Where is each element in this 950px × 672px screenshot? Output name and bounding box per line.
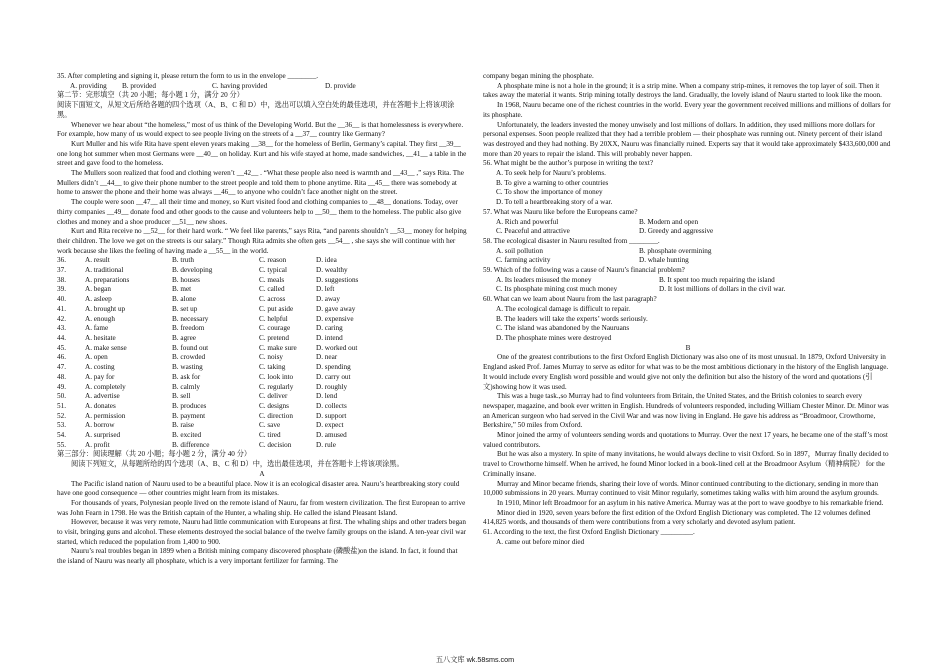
options-row: [57, 431, 467, 441]
option: C. The island was abandoned by the Nauruans: [496, 324, 630, 333]
option: A. enough: [85, 314, 115, 323]
options-row: [57, 412, 467, 422]
passage-b-paragraph: This was a huge task.,so Murray had to find volunteers from Britain, the United States, and the British colonies to search every newspaper, magazine, and book ever written in English. Hundreds of volunteers responded, including William Chester Minor. Dr. Minor was an American surgeon who had served in the Civil War and was now living in England. He gave his address as “Broadmoor, Crowthorne, Berkshire,” 50 miles from Oxford.: [483, 392, 889, 430]
option: C. pretend: [259, 333, 289, 342]
passage-a-paragraph: Nauru’s real troubles began in 1899 when a British mining company discovered phosphate (磷酸盐)on the island. In fact, it found that the island of Nauru was nearly all phosphate, which is a very important fertilizer for farming. The: [57, 547, 458, 566]
option: D. amused: [316, 431, 347, 440]
option: D. expensive: [316, 314, 354, 323]
passage-a-continuation: company began mining the phosphate.: [483, 72, 594, 80]
option: B. freedom: [172, 324, 205, 333]
question-number: 53.: [57, 421, 66, 430]
options-row: [57, 276, 467, 286]
option: C. called: [259, 285, 285, 294]
question-number: 40.: [57, 295, 66, 304]
option: D. expect: [316, 421, 344, 430]
cloze-paragraph: The Mullers soon realized that food and clothing weren’t __42__ . “What these people also need is warmth and __43__ ,” says Rita. The Mullers didn’t __44__ to give their phone number to the street people and told them to phone anytime. Rita __45__ there was somebody at home to answer the phone and their home was always __46__ to anyone who couldn’t face another night on the street.: [57, 169, 464, 197]
cloze-paragraph: Whenever we hear about “the homeless,” most of us think of the Developing World. But the __36__ is that homelessness is everywhere. For example, how many of us would expect to see people living on the streets of a __37__ country like Germany?: [57, 120, 464, 139]
passage-b-label: B: [685, 343, 691, 352]
passage-a-paragraph: Unfortunately, the leaders invested the money unwisely and lost millions of dollars. In addition, they used millions more dollars for personal expenses. Soon people realized that they had a terrible problem — their phosphate was running out. Ninety percent of their island was destroyed and they had nothing. By 20XX, Nauru was financially ruined. Experts say that it would take approximately $433,600,000 and more than 20 years to repair the island. This will probably never happen.: [483, 120, 891, 158]
option: C. decision: [259, 440, 292, 449]
option: B. truth: [172, 256, 194, 265]
options-row: [57, 324, 467, 334]
passage-a-paragraph: The Pacific island nation of Nauru used to be a beautiful place. Now it is an ecological disaster area. Nauru’s heartbreaking story could have one good consequence — other countries might learn from its mistakes.: [57, 479, 460, 498]
cloze-paragraph: The couple were soon __47__ all their time and money, so Kurt visited food and clothing companies to __48__ donations. Today, over thirty companies __49__ donate food and other goods to the cause and volunteers help to __50__ them to the homeless. The public also give clothes and money and a shoe producer __51__ new shoes.: [57, 198, 462, 226]
option: C. make sure: [259, 343, 297, 352]
option: B. set up: [172, 304, 198, 313]
question-57: 57. What was Nauru like before the Europeans came?: [483, 207, 638, 216]
option: D. lend: [316, 392, 338, 401]
options-row: [57, 295, 467, 305]
section-2-title: 第二节：完形填空（共 20 小题；每小题 1 分，满分 20 分）: [57, 91, 244, 100]
options-row: [57, 353, 467, 363]
option: D. The phosphate mines were destroyed: [496, 333, 612, 342]
option: C. typical: [259, 266, 287, 275]
option: C. save: [259, 421, 281, 430]
option: C. farming activity: [496, 256, 551, 265]
options-row: [57, 344, 467, 354]
option: B. The leaders will take the experts’ words seriously.: [496, 314, 648, 323]
option: B. agree: [172, 333, 196, 342]
question-35-options: [57, 82, 467, 92]
option: A. preparations: [85, 275, 130, 284]
option: C. deliver: [259, 392, 288, 401]
option: A. hesitate: [85, 333, 116, 342]
options-row: [57, 373, 467, 383]
options-row: [57, 305, 467, 315]
option: D. away: [316, 295, 340, 304]
options-row: [57, 256, 467, 266]
option-row: [483, 227, 893, 237]
option-row: [483, 218, 893, 228]
question-number: 36.: [57, 256, 66, 265]
cloze-paragraph: Kurt and Rita receive no __52__ for their hard work. “ We feel like parents,” says Rita, “and parents shouldn’t __53__ money for helping their children. The love we get on the streets is our salary.” Though Rita admits she often gets __54__ , she says she will continue with her work because she likes the feeling of having made a __55__ in the world.: [57, 227, 467, 255]
options-row: [57, 363, 467, 373]
question-number: 54.: [57, 431, 66, 440]
question-number: 45.: [57, 343, 66, 352]
option: D. roughly: [316, 382, 348, 391]
options-row: [57, 441, 467, 451]
options-row: [57, 402, 467, 412]
option: C. designs: [259, 401, 289, 410]
question-number: 55.: [57, 440, 66, 449]
option: B. sell: [172, 392, 191, 401]
option: C. put aside: [259, 304, 294, 313]
option: A. pay for: [85, 372, 115, 381]
option: B. alone: [172, 295, 196, 304]
passage-b-paragraph: But he was also a mystery. In spite of many invitations, he would always decline to visit Oxford. So in 1897，Murray finally decided to travel to Crowthorne himself. When he arrived, he found Minor locked in a book-lined cell at the Broadmoor Asylum（精神病院） for the Criminally insane.: [483, 450, 889, 478]
option: D. near: [316, 353, 338, 362]
section-2-instructions: 阅读下面短文，从短文后所给各题的四个选项（A、B、C 和 D）中，选出可以填入空白处的最佳选项，并在答题卡上将该项涂黑。: [57, 101, 455, 119]
question-number: 42.: [57, 314, 66, 323]
option: C. regularly: [259, 382, 294, 391]
option: A. permission: [85, 411, 126, 420]
options-row: [57, 383, 467, 393]
cloze-options-table: [57, 256, 467, 450]
option: C. direction: [259, 411, 293, 420]
question-58: 58. The ecological disaster in Nauru resulted from ________.: [483, 236, 660, 245]
passage-b-paragraph: Minor joined the army of volunteers sending words and quotations to Murray. Over the next 17 years, he became one of the staff’s most valued contributors.: [483, 431, 888, 449]
question-61: 61. According to the text, the first Oxford English Dictionary _________.: [483, 528, 695, 537]
option: D. provide: [325, 81, 356, 90]
option: B. produces: [172, 401, 207, 410]
option: B. excited: [172, 431, 202, 440]
options-row: [57, 421, 467, 431]
option: B. developing: [172, 266, 213, 275]
option: B. payment: [172, 411, 206, 420]
option: B. Modern and open: [639, 217, 699, 226]
question-number: 37.: [57, 266, 66, 275]
option: A. providing: [70, 81, 107, 90]
options-row: [57, 266, 467, 276]
option: A. completely: [85, 382, 126, 391]
option: D. intend: [316, 333, 343, 342]
question-number: 44.: [57, 333, 66, 342]
option: C. having provided: [212, 81, 268, 90]
option: D. carry out: [316, 372, 351, 381]
option: B. wasting: [172, 363, 203, 372]
option: B. calmly: [172, 382, 200, 391]
option: B. necessary: [172, 314, 209, 323]
options-row: [57, 334, 467, 344]
option: A. make sense: [85, 343, 127, 352]
option: A. traditional: [85, 266, 124, 275]
passage-b-paragraph: In 1910, Minor left Broadmoor for an asylum in his native America. Murray was at the port to wave goodbye to his remarkable friend.: [497, 498, 884, 507]
option: B. phosphate overmining: [639, 246, 712, 255]
option: B. To give a warning to other countries: [496, 178, 609, 187]
option: C. helpful: [259, 314, 288, 323]
passage-a-paragraph: In 1968, Nauru became one of the richest countries in the world. Every year the government received millions and millions of dollars for its phosphate.: [483, 101, 891, 119]
option: B. provided: [122, 81, 156, 90]
option: B. difference: [172, 440, 210, 449]
option: D. worked out: [316, 343, 358, 352]
passage-b-paragraph: Murray and Minor became friends, sharing their love of words. Minor continued contributing to the dictionary, sending in more than 10,000 submissions in 20 years. Murray continued to visit Minor regularly, sometimes taking walks with him around the asylum grounds.: [483, 479, 879, 498]
question-number: 46.: [57, 353, 66, 362]
option: D. gave away: [316, 304, 356, 313]
option-row: [483, 276, 893, 286]
left-column: [57, 72, 467, 567]
section-3-title: 第三部分：阅读理解（共 20 小题；每小题 2 分，满分 40 分）: [57, 450, 252, 459]
option: D. It lost millions of dollars in the civil war.: [659, 285, 786, 294]
option: D. caring: [316, 324, 343, 333]
question-59: 59. Which of the following was a cause of Nauru’s financial problem?: [483, 266, 685, 275]
option: B. met: [172, 285, 192, 294]
option: C. Its phosphate mining cost much money: [496, 285, 618, 294]
option: A. To seek help for Nauru’s problems.: [496, 169, 606, 178]
option: B. ask for: [172, 372, 201, 381]
passage-a-paragraph: For thousands of years, Polynesian people lived on the remote island of Nauru, far from western civilization. The first European to arrive was John Fearn in 1798. He was the British captain of the Hunter, a whaling ship. He called the island Pleasant Island.: [57, 498, 466, 517]
question-number: 50.: [57, 392, 66, 401]
option: C. courage: [259, 324, 291, 333]
question-number: 38.: [57, 275, 66, 284]
option: C. To show the importance of money: [496, 188, 603, 197]
option: B. houses: [172, 275, 200, 284]
option: C. look into: [259, 372, 294, 381]
option: D. left: [316, 285, 335, 294]
option: C. Peaceful and attractive: [496, 227, 570, 236]
question-60: 60. What can we learn about Nauru from the last paragraph?: [483, 295, 657, 304]
option: A. brought up: [85, 304, 126, 313]
option: D. wealthy: [316, 266, 348, 275]
option: A. came out before minor died: [496, 537, 585, 546]
passage-a-paragraph: A phosphate mine is not a hole in the ground; it is a strip mine. When a company strip-mines, it removes the top layer of soil. Then it takes away the material it wants. Strip mining totally destroys the land. Gradually, the lovely island of Nauru started to look like the moon.: [483, 81, 882, 100]
section-3-instructions: 阅读下列短文，从每题所给的四个选项（A、B、C 和 D）中，选出最佳选项，并在答题卡上将该项涂黑。: [71, 460, 404, 469]
option-row: [483, 256, 893, 266]
option: D. collects: [316, 401, 347, 410]
question-number: 41.: [57, 304, 66, 313]
option: A. costing: [85, 363, 115, 372]
right-column: [483, 72, 893, 547]
option: B. It spent too much repairing the island: [659, 275, 775, 284]
options-row: [57, 392, 467, 402]
option: A. surprised: [85, 431, 121, 440]
option: C. taking: [259, 363, 286, 372]
option: A. result: [85, 256, 110, 265]
question-number: 52.: [57, 411, 66, 420]
question-number: 48.: [57, 372, 66, 381]
option-row: [483, 247, 893, 257]
option: B. crowded: [172, 353, 206, 362]
option: A. donates: [85, 401, 116, 410]
question-35: 35. After completing and signing it, please return the form to us in the envelope ________.: [57, 72, 319, 80]
options-row: [57, 315, 467, 325]
option: C. tired: [259, 431, 281, 440]
option: A. borrow: [85, 421, 115, 430]
option: D. suggestions: [316, 275, 359, 284]
option: D. spending: [316, 363, 351, 372]
question-number: 43.: [57, 324, 66, 333]
option: D. To tell a heartbreaking story of a war.: [496, 198, 613, 207]
option: B. raise: [172, 421, 194, 430]
option: D. Greedy and aggressive: [639, 227, 714, 236]
option: D. support: [316, 411, 347, 420]
option: A. The ecological damage is difficult to repair.: [496, 304, 631, 313]
option: A. soil pollution: [496, 246, 543, 255]
option: A. profit: [85, 440, 110, 449]
option: C. across: [259, 295, 286, 304]
options-row: [57, 285, 467, 295]
option-row: [483, 285, 893, 295]
option: A. began: [85, 285, 111, 294]
passage-b-paragraph: Minor died in 1920, seven years before the first edition of the Oxford English Dictionary was completed. The 12 volumes defined 414,825 words, and thousands of them were contributions from a very scholarly and devoted asylum patient.: [483, 508, 871, 527]
question-56: 56. What might be the author’s purpose in writing the text?: [483, 159, 654, 168]
passage-a-label: A: [259, 469, 265, 478]
passage-b-paragraph: One of the greatest contributions to the first Oxford English Dictionary was also one of its most unusual. In 1879, Oxford University in England asked Prof. James Murray to serve as editor for what was to be the most ambitious dictionary in the history of the English language. It would include every English word possible and would give not only the definition but also the history of the word and quotations (引文)showing how it was used.: [483, 353, 889, 391]
option: A. asleep: [85, 295, 112, 304]
question-number: 39.: [57, 285, 66, 294]
passage-a-paragraph: However, because it was very remote, Nauru had little communication with Europeans at first. The whaling ships and other traders began to visit, bringing guns and alcohol. These elements destroyed the social balance of the twelve family groups on the island. A ten-year civil war started, which reduced the population from 1,400 to 900.: [57, 518, 467, 546]
option: C. noisy: [259, 353, 283, 362]
cloze-paragraph: Kurt Muller and his wife Rita have spent eleven years making __38__ for the homeless of Berlin, Germany’s capital. They first __39__ one long hot summer when most Germans were __40__ on holiday. Kurt and his wife stayed at home, made sandwiches, __41__ a table in the street and gave food to the homeless.: [57, 139, 467, 168]
option: A. Rich and powerful: [496, 217, 559, 226]
option: A. fame: [85, 324, 109, 333]
option: D. idea: [316, 256, 337, 265]
question-number: 51.: [57, 401, 66, 410]
option: A. Its leaders misused the money: [496, 275, 592, 284]
option: C. reason: [259, 256, 287, 265]
option: D. whale hunting: [639, 256, 689, 265]
footer-watermark: 五八文库 wk.58sms.com: [435, 655, 515, 664]
option: B. found out: [172, 343, 209, 352]
question-number: 47.: [57, 363, 66, 372]
option: C. meals: [259, 275, 285, 284]
option: A. open: [85, 353, 108, 362]
option: A. advertise: [85, 392, 120, 401]
option: D. rule: [316, 440, 336, 449]
question-number: 49.: [57, 382, 66, 391]
